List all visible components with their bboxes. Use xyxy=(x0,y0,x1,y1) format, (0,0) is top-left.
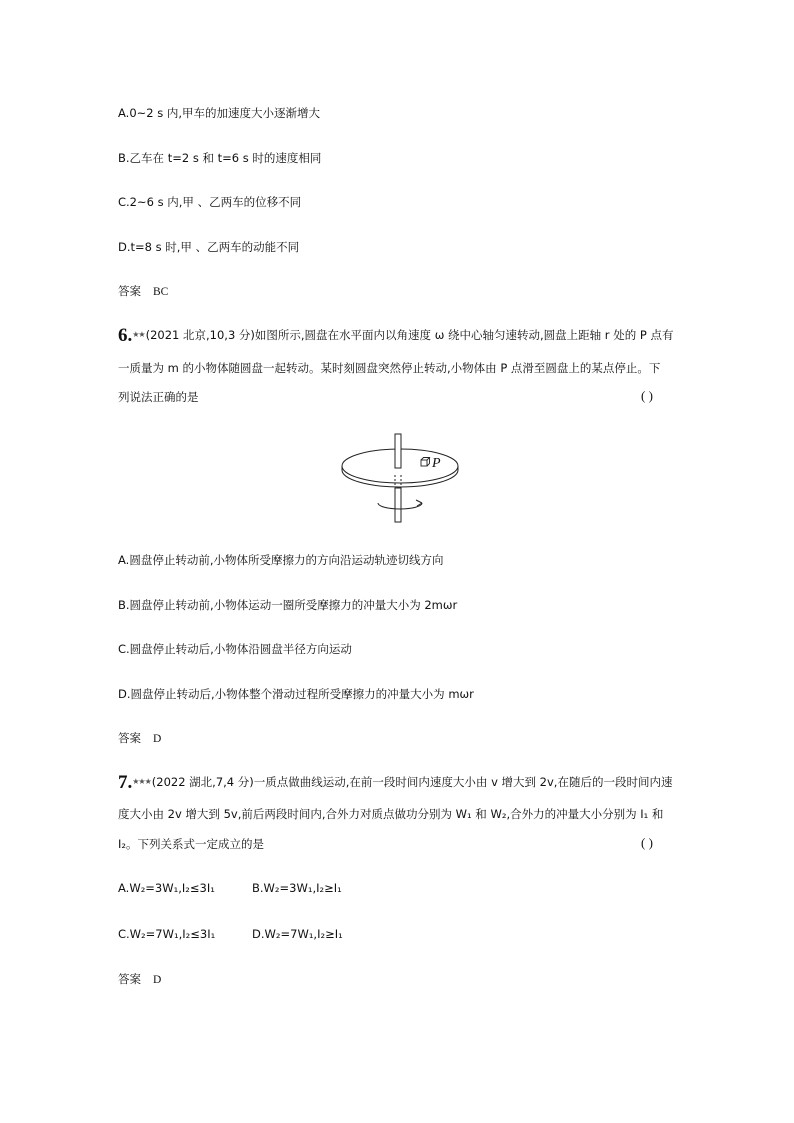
q6-stem-line1 xyxy=(118,327,673,344)
q6-answer xyxy=(118,730,161,747)
q7-answer xyxy=(118,971,161,988)
q7-option-d: D.W₂=7W₁,I₂≥I₁ xyxy=(252,927,343,941)
q5-option-b: B.乙车在 t=2 s 和 t=6 s 时的速度相同 xyxy=(118,151,322,165)
q7-stem-text1: (2022 湖北,7,4 分)一质点做曲线运动,在前一段时间内速度大小由 v 增大到 2v,在随后的一段时间内速 xyxy=(151,775,673,789)
q5-option-d: D.t=8 s 时,甲 、乙两车的动能不同 xyxy=(118,240,300,254)
q7-stem-line1 xyxy=(118,774,672,791)
q6-stem-text1: (2021 北京,10,3 分)如图所示,圆盘在水平面内以角速度 ω 绕中心轴匀速转动,圆盘上距轴 r 处的 P 点有 xyxy=(145,328,674,342)
q7-option-b: B.W₂=3W₁,I₂≥I₁ xyxy=(252,881,342,895)
q7-options-row2 xyxy=(118,926,215,942)
q5-answer xyxy=(118,283,168,300)
q6-stem-line2: 一质量为 m 的小物体随圆盘一起转动。某时刻圆盘突然停止转动,小物体由 P 点滑至圆盘上的某点停止。下 xyxy=(118,361,661,375)
q6-difficulty-stars: ★★ xyxy=(132,330,145,339)
q6-number: 6. xyxy=(118,325,133,346)
q6-stem-line3: 列说法正确的是 xyxy=(118,390,199,404)
q6-answer-paren: ( ) xyxy=(641,388,653,403)
q6-answer-value: D xyxy=(153,733,162,745)
q7-answer-paren: ( ) xyxy=(641,835,653,850)
q5-answer-value: BC xyxy=(153,286,169,298)
q7-options-row1 xyxy=(118,880,215,896)
small-block xyxy=(421,460,427,466)
q7-number: 7. xyxy=(118,772,133,793)
q5-answer-label: 答案 xyxy=(118,284,141,298)
q6-option-a: A.圆盘停止转动前,小物体所受摩擦力的方向沿运动轨迹切线方向 xyxy=(118,553,444,567)
axle-upper xyxy=(395,434,401,468)
q6-option-c: C.圆盘停止转动后,小物体沿圆盘半径方向运动 xyxy=(118,642,352,656)
q7-stem-line2: 度大小由 2v 增大到 5v,前后两段时间内,合外力对质点做功分别为 W₁ 和 W₂,合外力的冲量大小分别为 I₁ 和 xyxy=(118,807,664,821)
q7-answer-label: 答案 xyxy=(118,972,141,986)
q7-option-a: A.W₂=3W₁,I₂≤3I₁ xyxy=(118,881,215,895)
q5-option-a: A.0~2 s 内,甲车的加速度大小逐渐增大 xyxy=(118,106,321,120)
point-p-label: P xyxy=(432,456,441,471)
q6-answer-label: 答案 xyxy=(118,731,141,745)
q6-option-d: D.圆盘停止转动后,小物体整个滑动过程所受摩擦力的冲量大小为 mωr xyxy=(118,687,474,701)
q5-option-c: C.2~6 s 内,甲 、乙两车的位移不同 xyxy=(118,195,302,209)
q7-option-c: C.W₂=7W₁,I₂≤3I₁ xyxy=(118,927,216,941)
q7-difficulty-stars: ★★★ xyxy=(132,777,151,786)
axle-lower xyxy=(395,488,401,522)
q6-option-b: B.圆盘停止转动前,小物体运动一圈所受摩擦力的冲量大小为 2mωr xyxy=(118,598,458,612)
q7-answer-value: D xyxy=(153,974,162,986)
q7-stem-line3: I₂。下列关系式一定成立的是 xyxy=(118,837,265,851)
q6-rotating-disc-figure xyxy=(336,432,466,524)
